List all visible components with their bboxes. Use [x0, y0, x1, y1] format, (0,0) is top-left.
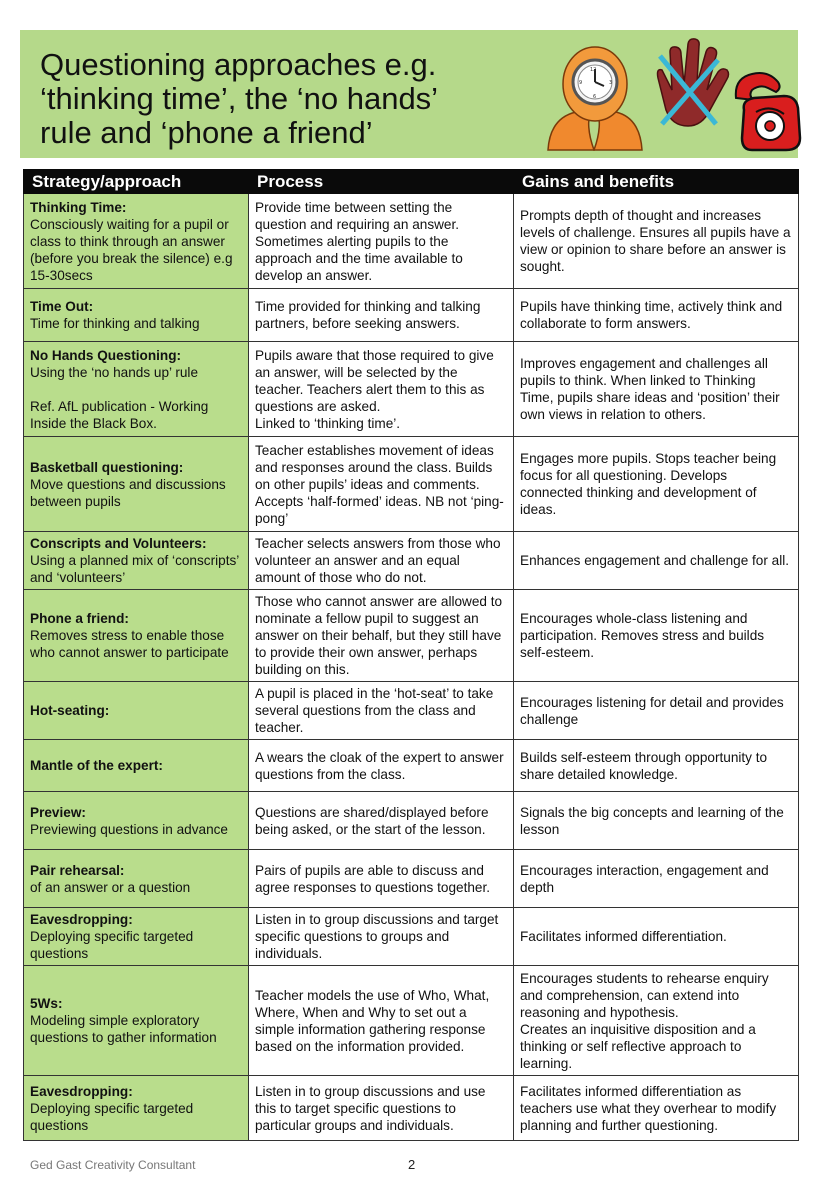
- strategy-cell: [24, 1076, 249, 1141]
- telephone-icon: [736, 73, 800, 150]
- strategy-description: Consciously waiting for a pupil or class to think through an answer (before you break the silence) e.g 15-30secs: [30, 216, 233, 283]
- table-row: [24, 532, 799, 590]
- table-header-row: [24, 170, 799, 194]
- strategy-name: Hot-seating:: [30, 703, 110, 718]
- column-header-strategy: Strategy/approach: [24, 170, 249, 194]
- gains-cell: Facilitates informed differentiation as teachers use what they overhear to modify planning and further questioning.: [514, 1076, 799, 1141]
- strategy-description: Move questions and discussions between pupils: [30, 476, 226, 509]
- page-number: 2: [408, 1157, 416, 1172]
- strategy-name: Conscripts and Volunteers:: [30, 536, 207, 551]
- table-row: [24, 342, 799, 437]
- table-row: [24, 289, 799, 342]
- strategy-reference: Ref. AfL publication - Working Inside the Black Box.: [30, 398, 209, 431]
- strategy-cell: [24, 194, 249, 289]
- process-cell: Teacher selects answers from those who volunteer an answer and an equal amount of those who do not.: [249, 532, 514, 590]
- table-row: [24, 1076, 799, 1141]
- gains-cell: Builds self-esteem through opportunity to share detailed knowledge.: [514, 740, 799, 792]
- process-cell: Questions are shared/displayed before being asked, or the start of the lesson.: [249, 792, 514, 850]
- gains-cell: Prompts depth of thought and increases levels of challenge. Ensures all pupils have a view or opinion to share before an answer is sought.: [514, 194, 799, 289]
- header-illustrations: [538, 38, 803, 153]
- process-cell: Time provided for thinking and talking partners, before seeking answers.: [249, 289, 514, 342]
- strategy-description: Modeling simple exploratory questions to gather information: [30, 1013, 217, 1045]
- strategy-name: Pair rehearsal:: [30, 862, 125, 878]
- table-row: [24, 682, 799, 740]
- strategy-description: Using the ‘no hands up’ rule: [30, 364, 199, 380]
- table-row: [24, 590, 799, 682]
- strategy-name: 5Ws:: [30, 996, 63, 1011]
- strategy-description: Removes stress to enable those who cannot answer to participate: [30, 628, 229, 660]
- strategy-cell: [24, 908, 249, 966]
- strategy-name: Eavesdropping:: [30, 1083, 133, 1099]
- strategy-cell: [24, 682, 249, 740]
- crossed-hand-icon: [658, 39, 729, 126]
- process-cell: A pupil is placed in the ‘hot-seat’ to take several questions from the class and teacher.: [249, 682, 514, 740]
- process-cell: Those who cannot answer are allowed to nominate a fellow pupil to suggest an answer on their behalf, but they still have to provide their own answer, perhaps building on this.: [249, 590, 514, 682]
- process-cell: A wears the cloak of the expert to answer questions from the class.: [249, 740, 514, 792]
- strategy-description: Deploying specific targeted questions: [30, 1100, 194, 1133]
- clock-head-icon: [548, 47, 642, 150]
- gains-cell: Pupils have thinking time, actively think and collaborate to form answers.: [514, 289, 799, 342]
- table-row: [24, 740, 799, 792]
- gains-cell: Improves engagement and challenges all pupils to think. When linked to Thinking Time, pupils share ideas and ‘position’ their own views in relation to others.: [514, 342, 799, 437]
- strategy-description: Deploying specific targeted questions: [30, 929, 194, 961]
- process-cell: Listen in to group discussions and use this to target specific questions to particular groups and individuals.: [249, 1076, 514, 1141]
- strategy-name: Phone a friend:: [30, 611, 129, 626]
- strategy-name: Basketball questioning:: [30, 459, 184, 475]
- gains-cell: Encourages students to rehearse enquiry and comprehension, can extend into reasoning and hypothesis. Creates an inquisitive disposition and a thinking or self reflective approach to learning.: [514, 966, 799, 1076]
- footer-author: Ged Gast Creativity Consultant: [30, 1158, 196, 1172]
- table-row: [24, 437, 799, 532]
- strategy-name: Preview:: [30, 804, 86, 820]
- process-cell: Listen in to group discussions and target specific questions to groups and individuals.: [249, 908, 514, 966]
- table-row: [24, 908, 799, 966]
- gains-cell: Engages more pupils. Stops teacher being focus for all questioning. Develops connected thinking and development of ideas.: [514, 437, 799, 532]
- strategy-name: Eavesdropping:: [30, 912, 133, 927]
- strategy-name: Time Out:: [30, 299, 94, 314]
- gains-cell: Enhances engagement and challenge for all.: [514, 532, 799, 590]
- strategy-cell: [24, 342, 249, 437]
- strategy-cell: [24, 740, 249, 792]
- strategy-cell: [24, 437, 249, 532]
- strategy-cell: [24, 850, 249, 908]
- page-title: Questioning approaches e.g. ‘thinking time’, the ‘no hands’ rule and ‘phone a friend’: [40, 47, 439, 150]
- column-header-gains: Gains and benefits: [514, 170, 799, 194]
- strategy-cell: [24, 792, 249, 850]
- strategy-name: No Hands Questioning:: [30, 347, 182, 363]
- strategies-table: [23, 169, 799, 1141]
- column-header-process: Process: [249, 170, 514, 194]
- gains-cell: Encourages whole-class listening and participation. Removes stress and builds self-esteem.: [514, 590, 799, 682]
- strategy-name: Thinking Time:: [30, 199, 127, 215]
- strategy-cell: [24, 590, 249, 682]
- table-row: [24, 194, 799, 289]
- strategy-cell: [24, 289, 249, 342]
- table-row: [24, 850, 799, 908]
- strategy-description: Previewing questions in advance: [30, 821, 228, 837]
- strategy-description: of an answer or a question: [30, 879, 191, 895]
- strategy-name: Mantle of the expert:: [30, 758, 163, 773]
- strategy-cell: [24, 966, 249, 1076]
- process-cell: Teacher establishes movement of ideas and responses around the class. Builds on other pupils’ ideas and comments. Accepts ‘half-formed’ ideas. NB not ‘ping-pong’: [249, 437, 514, 532]
- strategy-description: Time for thinking and talking: [30, 316, 200, 331]
- svg-text:3: 3: [609, 80, 613, 86]
- gains-cell: Facilitates informed differentiation.: [514, 908, 799, 966]
- svg-text:9: 9: [579, 80, 583, 86]
- gains-cell: Encourages interaction, engagement and depth: [514, 850, 799, 908]
- process-cell: Pairs of pupils are able to discuss and agree responses to questions together.: [249, 850, 514, 908]
- process-cell: Pupils aware that those required to give an answer, will be selected by the teacher. Teachers alert them to this as questions are asked. Linked to ‘thinking time’.: [249, 342, 514, 437]
- gains-cell: Encourages listening for detail and provides challenge: [514, 682, 799, 740]
- strategy-description: Using a planned mix of ‘conscripts’ and ‘volunteers’: [30, 553, 239, 585]
- title-banner: [20, 30, 798, 158]
- svg-text:6: 6: [593, 94, 597, 100]
- process-cell: Teacher models the use of Who, What, Where, When and Why to set out a simple information gathering response based on the information provided.: [249, 966, 514, 1076]
- svg-text:12: 12: [590, 67, 597, 73]
- strategy-cell: [24, 532, 249, 590]
- table-row: [24, 966, 799, 1076]
- process-cell: Provide time between setting the question and requiring an answer. Sometimes alerting pupils to the approach and the time available to develop an answer.: [249, 194, 514, 289]
- gains-cell: Signals the big concepts and learning of the lesson: [514, 792, 799, 850]
- table-row: [24, 792, 799, 850]
